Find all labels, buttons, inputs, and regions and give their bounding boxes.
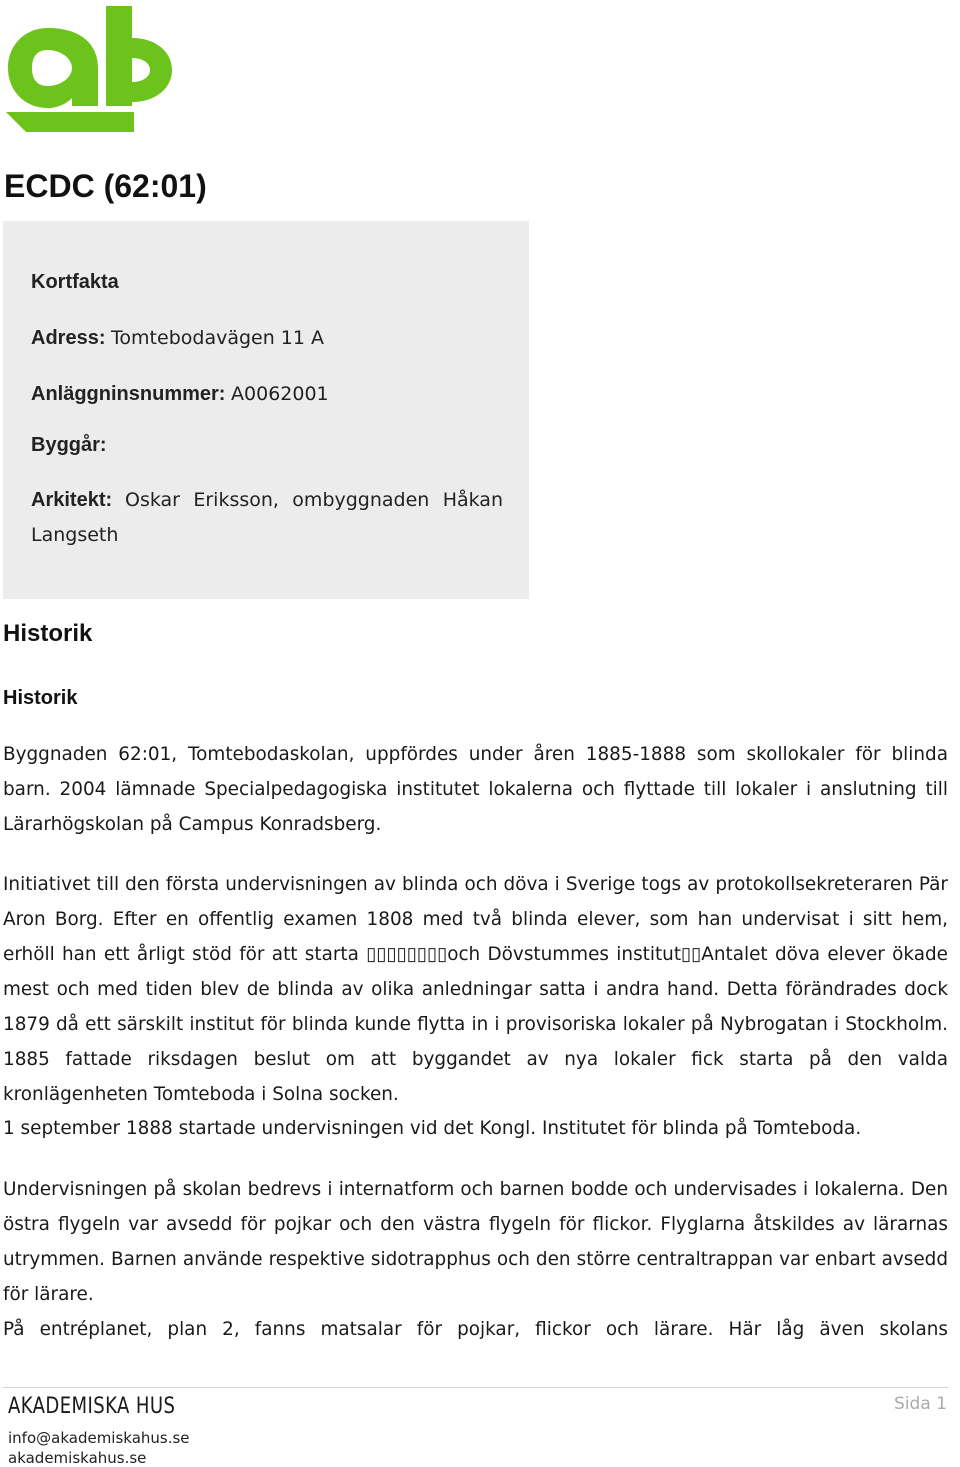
paragraph-4: Undervisningen på skolan bedrevs i internatform och barnen bodde och undervisades i lokalerna. Den östra flygeln var avsedd för pojkar och den västra flygeln för flickor. Flyglarna åtskildes av lärarnas utrymmen. Barnen använde respektive sidotrapphus och den större centraltrappan var enbart avsedd för lärare. (3, 1179, 948, 1305)
fact-box-heading: Kortfakta (31, 271, 119, 293)
paragraph-3: 1 september 1888 startade undervisningen vid det Kongl. Institutet för blinda på Tomteboda. (3, 1118, 862, 1139)
page-number: Sida 1 (894, 1394, 947, 1414)
architect-value: Oskar Eriksson, ombyggnaden Håkan Langseth (31, 489, 503, 546)
footer-website[interactable]: akademiskahus.se (8, 1449, 147, 1467)
paragraph-2: Initiativet till den första undervisningen av blinda och döva i Sverige togs av protokollsekreteraren Pär Aron Borg. Efter en offentlig examen 1808 med två blinda elever, som han undervisat i sitt hem, erhöll han ett årligt stöd för att starta ▯▯▯▯▯▯▯▯och Dövstummes institut▯▯Antalet döva elever ökade mest och med tiden blev de blinda av olika anledningar satta i andra hand. Detta förändrades dock 1879 då ett särskilt institut för blinda kunde flytta in i provisoriska lokaler på Nybrogatan i Stockholm. 1885 fattade riksdagen beslut om att byggandet av nya lokaler fick starta på den valda kronlägenheten Tomteboda i Solna socken. (3, 874, 948, 1105)
paragraph-5: På entréplanet, plan 2, fanns matsalar för pojkar, flickor och lärare. Här låg även skolans (3, 1319, 948, 1340)
year-label: Byggår: (31, 434, 107, 456)
address-row (31, 321, 503, 356)
facility-label: Anläggninsnummer: (31, 383, 226, 405)
architect-row (31, 483, 503, 553)
footer-brand: AKADEMISKA HUS (8, 1394, 176, 1419)
page-title: ECDC (62:01) (4, 168, 207, 204)
facility-row (31, 377, 503, 412)
fact-box (3, 221, 529, 599)
section-subheading: Historik (3, 687, 78, 709)
paragraph-1: Byggnaden 62:01, Tomtebodaskolan, uppfördes under åren 1885-1888 som skollokaler för blinda barn. 2004 lämnade Specialpedagogiska institutet lokalerna och flyttade till lokaler i anslutning till Lärarhögskolan på Campus Konradsberg. (3, 744, 948, 835)
architect-label: Arkitekt: (31, 489, 113, 511)
section-heading: Historik (3, 620, 93, 647)
year-row (31, 428, 503, 463)
footer-divider (3, 1387, 948, 1388)
address-value: Tomtebodavägen 11 A (111, 327, 325, 349)
akademiska-hus-logo (2, 2, 174, 134)
facility-value: A0062001 (231, 383, 329, 405)
address-label: Adress: (31, 327, 106, 349)
footer-email[interactable]: info@akademiskahus.se (8, 1429, 190, 1447)
